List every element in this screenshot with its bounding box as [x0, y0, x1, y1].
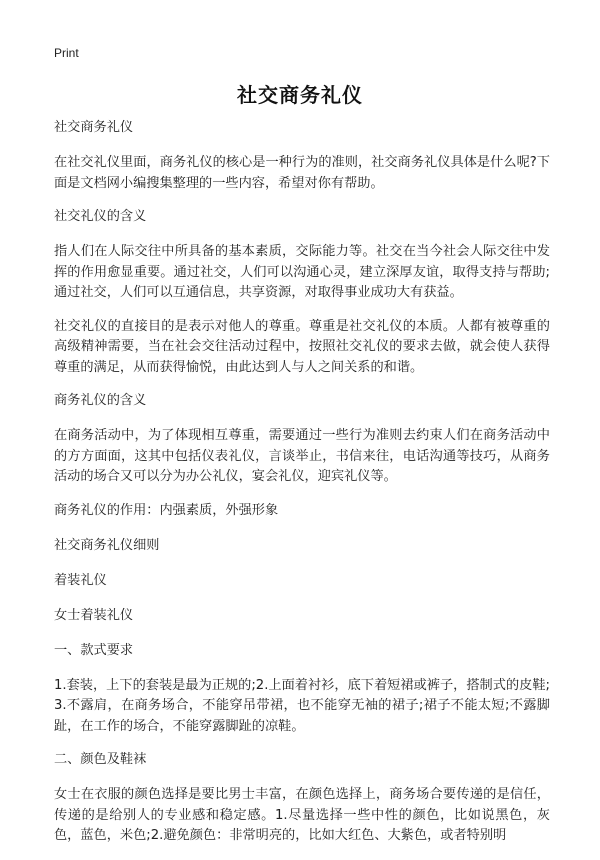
print-link[interactable]: Print — [54, 46, 79, 60]
body-paragraph: 在商务活动中，为了体现相互尊重，需要通过一些行为准则去约束人们在商务活动中的方方面面，这其中包括仪表礼仪，言谈举止，书信来往，电话沟通等技巧，从商务活动的场合又可以分为办公礼仪，宴会礼仪，迎宾礼仪等。 — [54, 428, 550, 484]
body-paragraph: 社交礼仪的直接目的是表示对他人的尊重。尊重是社交礼仪的本质。人都有被尊重的高级精神需要，当在社会交往活动过程中，按照社交礼仪的要求去做，就会使人获得尊重的满足，从而获得愉悦，由此达到人与人之间关系的和谐。 — [54, 318, 550, 375]
document-title: 社交商务礼仪 — [237, 83, 363, 107]
section-heading: 商务礼仪的含义 — [54, 393, 147, 408]
section-heading: 一、款式要求 — [54, 642, 134, 658]
section-heading: 女士着装礼仪 — [54, 607, 134, 623]
section-heading: 社交礼仪的含义 — [54, 209, 147, 224]
document-body — [54, 118, 550, 860]
section-heading: 着装礼仪 — [54, 572, 107, 588]
body-paragraph: 1.套装，上下的套装是最为正规的;2.上面着衬衫，底下着短裙或裤子，搭制式的皮鞋;3.不露肩，在商务场合，不能穿吊带裙，也不能穿无袖的裙子;裙子不能太短;不露脚趾，在工作的场合，不能穿露脚趾的凉鞋。 — [54, 677, 550, 734]
section-heading: 商务礼仪的作用：内强素质，外强形象 — [54, 502, 279, 518]
body-paragraph: 在社交礼仪里面，商务礼仪的核心是一种行为的准则，社交商务礼仪具体是什么呢?下面是文档网小编搜集整理的一些内容，希望对你有帮助。 — [54, 155, 550, 191]
body-paragraph: 女士在衣服的颜色选择是要比男士丰富，在颜色选择上，商务场合要传递的是信任，传递的是给别人的专业感和稳定感。1.尽量选择一些中性的颜色，比如说黑色，灰色，蓝色，米色;2.避免颜色：非常明亮的，比如大红色、大紫色，或者特别明 — [54, 787, 550, 843]
section-heading: 社交商务礼仪细则 — [54, 537, 160, 553]
section-heading: 社交商务礼仪 — [54, 120, 134, 135]
body-paragraph: 指人们在人际交往中所具备的基本素质，交际能力等。社交在当今社会人际交往中发挥的作用愈显重要。通过社交，人们可以沟通心灵，建立深厚友谊，取得支持与帮助;通过社交，人们可以互通信息，共享资源，对取得事业成功大有获益。 — [54, 244, 550, 300]
section-heading: 二、颜色及鞋袜 — [54, 752, 147, 767]
